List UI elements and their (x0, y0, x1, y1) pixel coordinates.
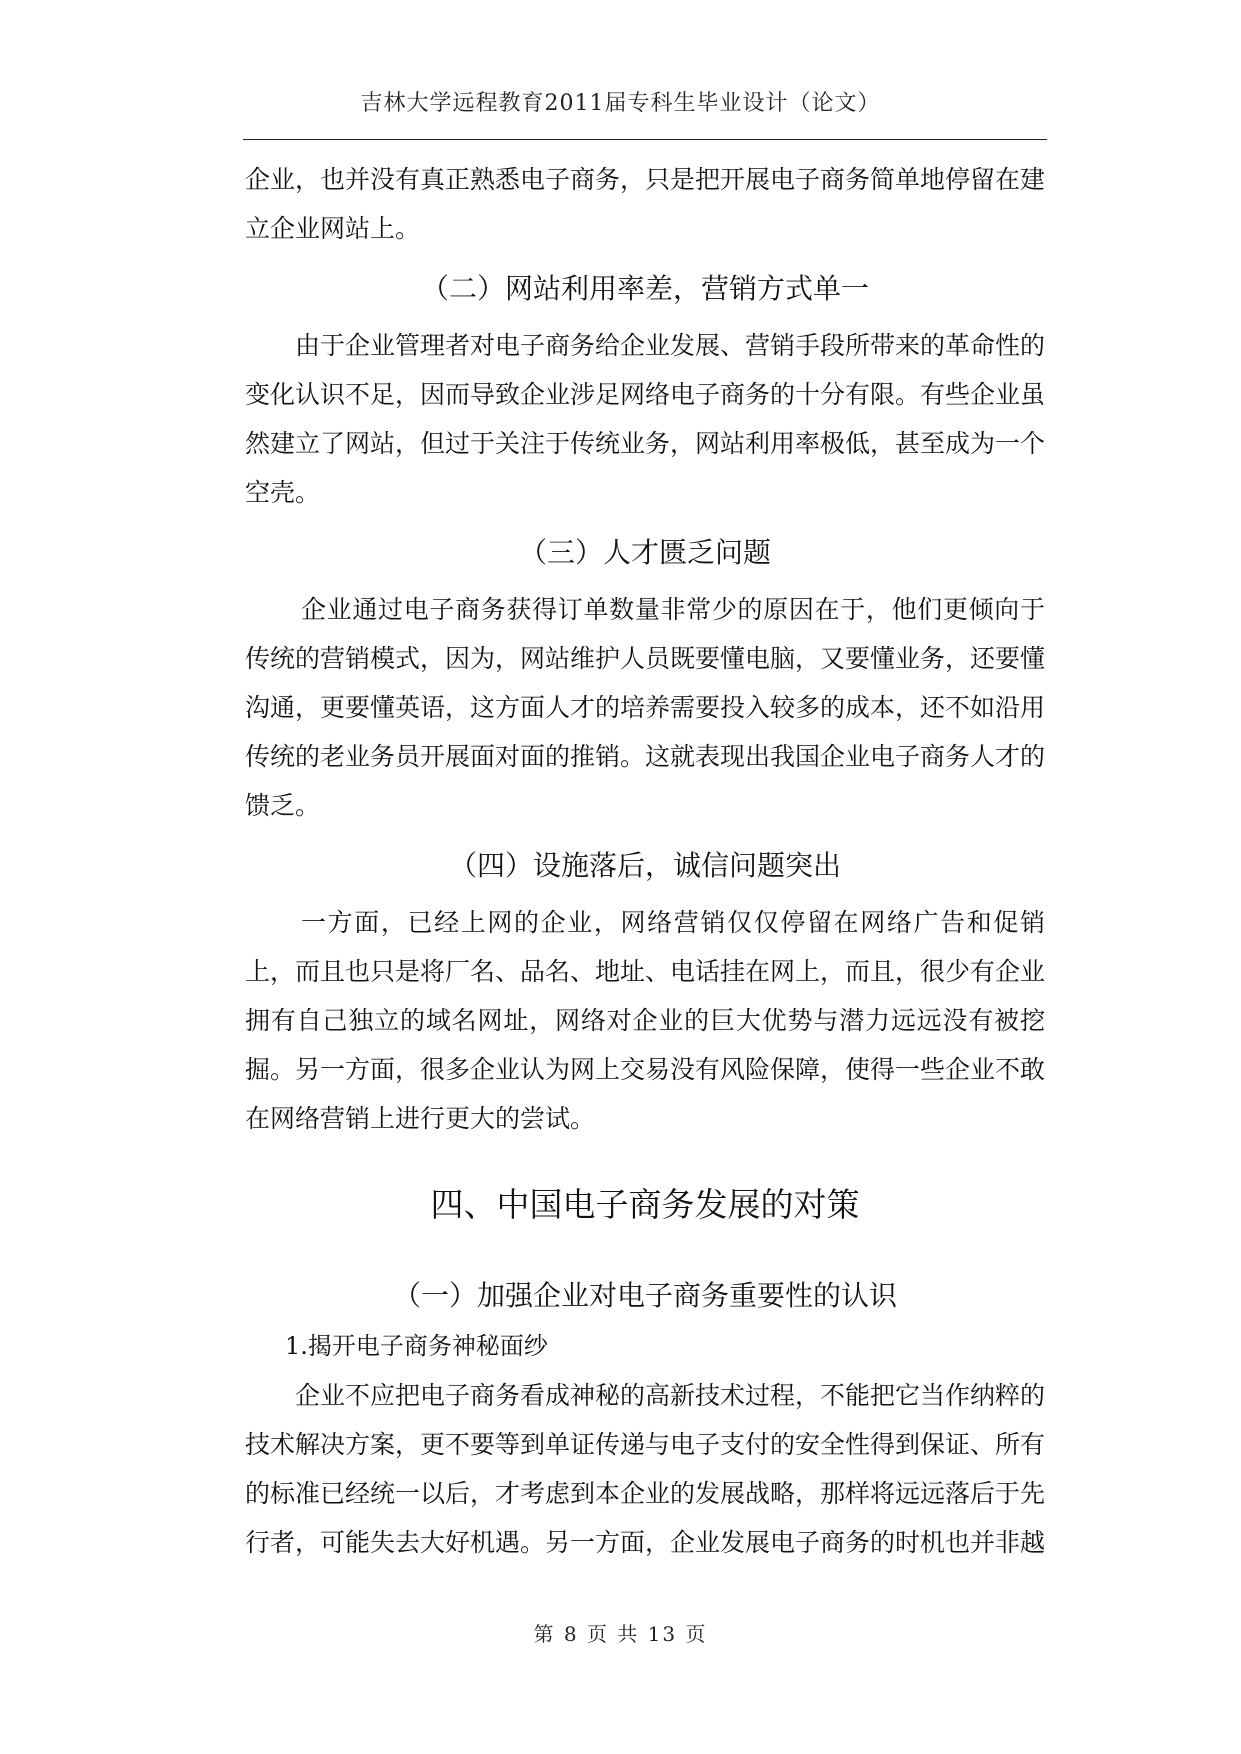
header-divider (243, 139, 1047, 140)
section-heading-4: （四）设施落后，诚信问题突出 (448, 849, 841, 882)
page-number: 第 8 页 共 13 页 (533, 1622, 708, 1646)
paragraph-website-usage: 由于企业管理者对电子商务给企业发展、营销手段所带来的革命性的变化认识不足，因而导致企业涉足网络电子商务的十分有限。有些企业虽然建立了网站，但过于关注于传统业务，网站利用率极低，甚至成为一个空壳。 (245, 331, 1046, 507)
paragraph-talent-shortage: 企业通过电子商务获得订单数量非常少的原因在于，他们更倾向于传统的营销模式，因为，网站维护人员既要懂电脑，又要懂业务，还要懂沟通，更要懂英语，这方面人才的培养需要投入较多的成本，还不如沿用传统的老业务员开展面对面的推销。这就表现出我国企业电子商务人才的馈乏。 (245, 595, 1046, 820)
paragraph-demystify: 企业不应把电子商务看成神秘的高新技术过程，不能把它当作纳粹的技术解决方案，更不要等到单证传递与电子支付的安全性得到保证、所有的标准已经统一以后，才考虑到本企业的发展战略，那样将远远落后于先行者，可能失去大好机遇。另一方面，企业发展电子商务的时机也并非越 (245, 1381, 1046, 1557)
section-heading-5: （一）加强企业对电子商务重要性的认识 (392, 1279, 897, 1312)
paragraph-continued: 企业，也并没有真正熟悉电子商务，只是把开展电子商务简单地停留在建立企业网站上。 (245, 165, 1046, 243)
section-heading-2: （二）网站利用率差，营销方式单一 (420, 272, 869, 305)
paragraph-infrastructure-trust: 一方面，已经上网的企业，网络营销仅仅停留在网络广告和促销上，而且也只是将厂名、品名、地址、电话挂在网上，而且，很少有企业拥有自己独立的域名网址，网络对企业的巨大优势与潜力远远没有被挖掘。另一方面，很多企业认为网上交易没有风险保障，使得一些企业不敢在网络营销上进行更大的尝试。 (245, 908, 1046, 1133)
page-content (245, 155, 1045, 1567)
chapter-heading: 四、中国电子商务发展的对策 (430, 1185, 860, 1224)
section-heading-3: （三）人才匮乏问题 (518, 536, 771, 569)
page-header: 吉林大学远程教育2011届专科生毕业设计（论文） (360, 91, 881, 116)
subsection-heading-1: 1.揭开电子商务神秘面纱 (285, 1332, 548, 1360)
